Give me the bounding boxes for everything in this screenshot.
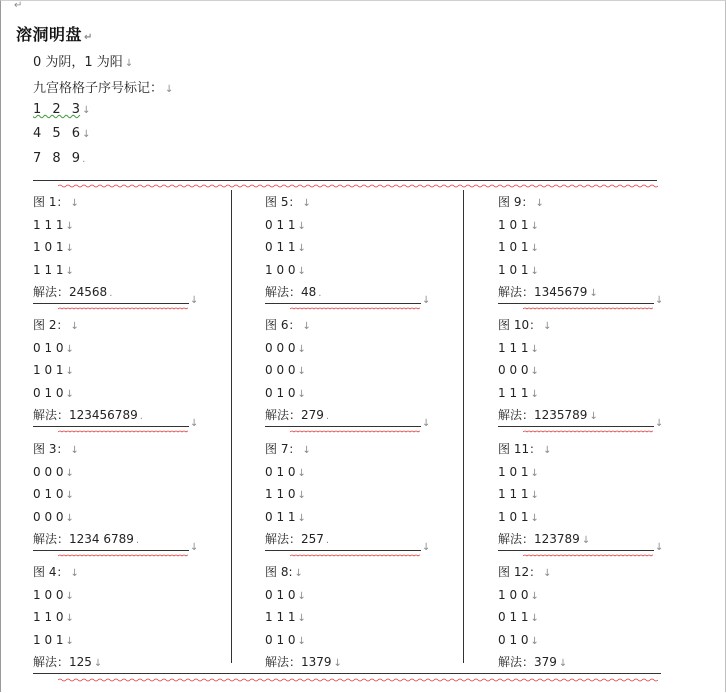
line-break-mark: ↓	[165, 84, 174, 95]
intro-line-1-text: 0 为阴，1 为阳	[33, 55, 123, 70]
puzzle-label: 图 10： ↓	[498, 318, 552, 332]
document-title	[16, 22, 93, 45]
spell-squiggle	[290, 430, 420, 434]
puzzle-solution: 解法：1379 ↓	[265, 655, 342, 670]
puzzle-row: 1 0 0 ↓	[33, 587, 74, 602]
spell-squiggle	[58, 307, 188, 311]
puzzle-row: 0 0 0 ↓	[33, 464, 74, 479]
puzzle-row: 1 1 0 ↓	[265, 487, 306, 502]
puzzle-label: 图 1： ↓	[33, 195, 79, 209]
line-break-mark: ↓	[655, 418, 664, 429]
title-text: 溶洞明盘	[16, 25, 83, 44]
puzzle-label: 图 7： ↓	[265, 442, 311, 456]
puzzle-label: 图 11： ↓	[498, 442, 552, 456]
puzzle-row: 0 0 0 ↓	[265, 340, 306, 355]
cell-separator	[33, 550, 189, 551]
puzzle-row: 1 1 1 ↓	[498, 385, 539, 400]
cell-separator	[498, 303, 654, 304]
grid-row-1-text: 1 2 3	[33, 102, 81, 117]
puzzle-row: 1 0 1 ↓	[498, 240, 539, 255]
puzzle-solution: 解法：24568 .	[33, 285, 113, 300]
puzzle-row: 1 1 0 ↓	[33, 610, 74, 625]
cell-separator	[498, 426, 654, 427]
puzzle-row: 0 1 0 ↓	[265, 385, 306, 400]
grid-row-2	[33, 126, 90, 141]
grid-row-2-text: 4 5 6	[33, 126, 81, 141]
top-rule	[33, 180, 657, 181]
line-break-mark: ↓	[655, 542, 664, 553]
puzzle-solution: 解法：1235789 ↓	[498, 408, 598, 423]
puzzle-row: 1 0 1 ↓	[33, 363, 74, 378]
puzzle-cell	[265, 315, 329, 428]
puzzle-row: 0 1 0 ↓	[33, 340, 74, 355]
puzzle-row: 0 0 0 ↓	[33, 509, 74, 524]
puzzle-row: 1 0 0 ↓	[265, 262, 306, 277]
puzzle-row: 1 0 1 ↓	[498, 262, 539, 277]
spell-squiggle	[58, 678, 658, 682]
puzzle-row: 1 1 1 ↓	[33, 262, 74, 277]
line-break-mark: ↓	[422, 295, 431, 306]
puzzle-row: 1 0 0 ↓	[498, 587, 539, 602]
puzzle-cell	[265, 192, 321, 305]
grid-row-1	[33, 102, 90, 117]
puzzle-solution: 解法：1345679 ↓	[498, 285, 598, 300]
spell-squiggle	[58, 554, 188, 558]
puzzle-row: 1 0 1 ↓	[33, 240, 74, 255]
line-break-mark: ↓	[655, 295, 664, 306]
spell-squiggle	[58, 184, 658, 188]
line-break-mark: ↓	[422, 418, 431, 429]
line-break-mark: ↓	[422, 542, 431, 553]
paragraph-mark: .	[82, 154, 86, 165]
paragraph-mark: ↵	[84, 32, 93, 43]
cell-separator	[265, 550, 421, 551]
spell-squiggle	[523, 554, 653, 558]
cell-separator	[265, 426, 421, 427]
puzzle-solution: 解法：379 ↓	[498, 655, 568, 670]
puzzle-row: 1 1 1 ↓	[498, 487, 539, 502]
puzzle-row: 1 1 1 ↓	[33, 217, 74, 232]
puzzle-label: 图 3： ↓	[33, 442, 79, 456]
puzzle-row: 0 0 0 ↓	[265, 363, 306, 378]
intro-line-2	[33, 77, 173, 96]
line-break-mark: ↓	[190, 542, 199, 553]
puzzle-row: 0 1 0 ↓	[33, 385, 74, 400]
puzzle-cell	[498, 562, 567, 675]
puzzle-row: 0 0 0 ↓	[498, 363, 539, 378]
puzzle-label: 图 12： ↓	[498, 565, 552, 579]
puzzle-row: 1 1 1 ↓	[498, 340, 539, 355]
puzzle-solution: 解法：123789 ↓	[498, 532, 591, 547]
line-break-mark: ↓	[124, 58, 134, 69]
grid-row-3-text: 7 8 9	[33, 151, 81, 166]
grid-row-3	[33, 151, 85, 166]
line-break-mark: ↓	[82, 105, 91, 116]
puzzle-row: 1 0 1 ↓	[498, 464, 539, 479]
intro-line-1	[33, 51, 133, 70]
line-break-mark: ↓	[82, 129, 91, 140]
puzzle-cell	[498, 315, 598, 428]
cell-separator	[265, 303, 421, 304]
intro-line-2-text: 九宫格格子序号标记：	[33, 81, 164, 96]
puzzle-row: 0 1 1 ↓	[265, 217, 306, 232]
puzzle-cell	[265, 562, 342, 675]
puzzle-row: 1 0 1 ↓	[498, 509, 539, 524]
puzzle-label: 图 9： ↓	[498, 195, 544, 209]
puzzle-row: 0 1 0 ↓	[265, 632, 306, 647]
puzzle-row: 0 1 0 ↓	[265, 587, 306, 602]
puzzle-row: 1 1 1 ↓	[265, 610, 306, 625]
spell-squiggle	[58, 430, 188, 434]
puzzle-label: 图 2： ↓	[33, 318, 79, 332]
puzzle-solution: 解法：48 .	[265, 285, 322, 300]
puzzle-row: 0 1 1 ↓	[498, 610, 539, 625]
line-break-mark: ↓	[190, 295, 199, 306]
spell-squiggle	[290, 307, 420, 311]
column-divider-2	[463, 190, 464, 663]
puzzle-cell	[33, 562, 102, 675]
puzzle-cell	[33, 439, 139, 552]
spell-squiggle	[290, 554, 420, 558]
puzzle-row: 0 1 0 ↓	[265, 464, 306, 479]
puzzle-solution: 解法：279 .	[265, 408, 330, 423]
puzzle-row: 0 1 0 ↓	[33, 487, 74, 502]
puzzle-solution: 解法：257 .	[265, 532, 330, 547]
puzzle-solution: 解法：125 ↓	[33, 655, 103, 670]
puzzle-label: 图 8: ↓	[265, 565, 303, 579]
puzzle-label: 图 6： ↓	[265, 318, 311, 332]
cell-separator	[33, 426, 189, 427]
puzzle-cell	[498, 439, 590, 552]
column-divider-1	[231, 190, 232, 663]
puzzle-row: 0 1 1 ↓	[265, 240, 306, 255]
spell-squiggle	[523, 430, 653, 434]
puzzle-cell	[498, 192, 598, 305]
puzzle-solution: 解法：123456789 .	[33, 408, 143, 423]
puzzle-row: 0 1 0 ↓	[498, 632, 539, 647]
spell-squiggle	[523, 307, 653, 311]
puzzle-cell	[33, 315, 143, 428]
puzzle-row: 1 0 1 ↓	[498, 217, 539, 232]
bottom-rule	[33, 673, 661, 674]
cell-separator	[498, 550, 654, 551]
line-break-mark: ↓	[190, 418, 199, 429]
puzzle-label: 图 4： ↓	[33, 565, 79, 579]
puzzle-cell	[265, 439, 329, 552]
puzzle-cell	[33, 192, 112, 305]
puzzle-row: 1 0 1 ↓	[33, 632, 74, 647]
puzzle-label: 图 5： ↓	[265, 195, 311, 209]
puzzle-solution: 解法：1234 6789 .	[33, 532, 140, 547]
corner-mark: ↵	[14, 0, 23, 11]
cell-separator	[33, 303, 189, 304]
puzzle-row: 0 1 1 ↓	[265, 509, 306, 524]
